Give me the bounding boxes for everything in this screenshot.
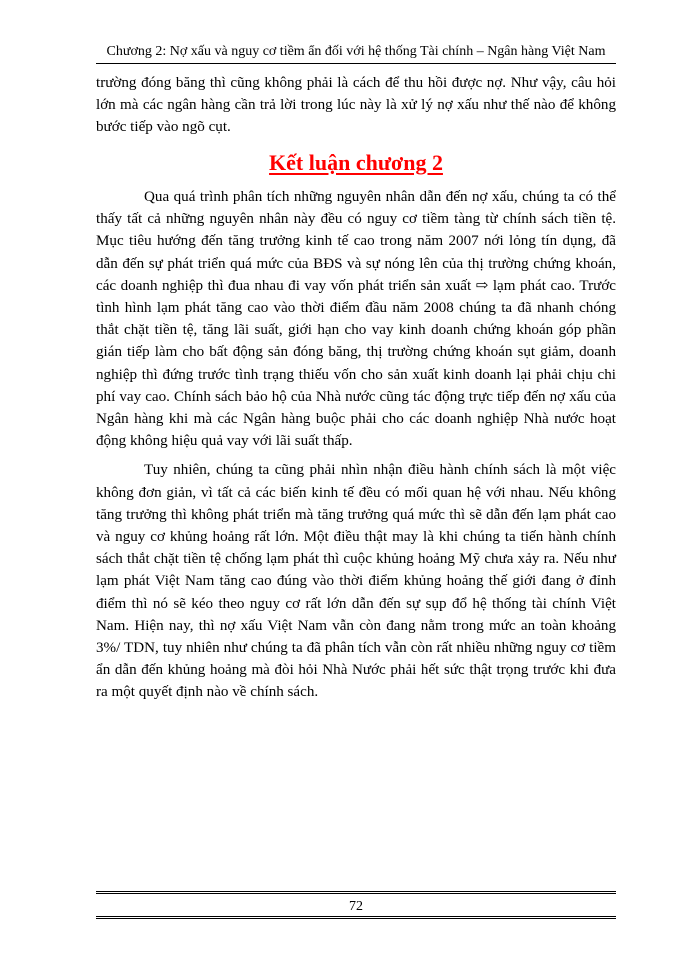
footer-rule (96, 891, 616, 894)
body-paragraph-1: Qua quá trình phân tích những nguyên nhân dẫn đến nợ xấu, chúng ta có thể thấy tất cả những nguyên nhân này đều có nguy cơ tiềm tàng từ chính sách tiền tệ. Mục tiêu hướng đến tăng trưởng kinh tế cao trong năm 2007 nới lỏng tín dụng, đã dẫn đến sự phát triển quá mức của BĐS và sự nóng lên của thị trường chứng khoán, các doanh nghiệp thì đua nhau đi vay vốn phát triển sản xuất ⇨ lạm phát cao. Trước tình hình lạm phát tăng cao vào thời điểm đầu năm 2008 chúng ta đã nhanh chóng thắt chặt tiền tệ, tăng lãi suất, giới hạn cho vay kinh doanh chứng khoán góp phần gián tiếp làm cho bất động sản đóng băng, thị trường chứng khoán sụt giảm, doanh nghiệp thì đứng trước tình trạng thiếu vốn cho sản xuất kinh doanh lại phải chịu chi phí vay cao. Chính sách bảo hộ của Nhà nước cũng tác động trực tiếp đến nợ xấu của Ngân hàng khi mà các Ngân hàng buộc phải cho các doanh nghiệp Nhà nước hoạt động không hiệu quả vay với lãi suất thấp. (96, 189, 616, 450)
page-number: 72 (349, 899, 363, 914)
intro-paragraph: trường đóng băng thì cũng không phải là cách để thu hồi được nợ. Như vậy, câu hỏi lớn mà các ngân hàng cần trả lời trong lúc này là xử lý nợ xấu như thế nào để không bước tiếp vào ngõ cụt. (96, 75, 616, 136)
body-paragraph-2: Tuy nhiên, chúng ta cũng phải nhìn nhận điều hành chính sách là một việc không đơn giản, vì tất cả các biến kinh tế đều có mối quan hệ với nhau. Nếu không tăng trưởng thì không phát triển mà tăng trưởng quá mức thì sẽ dẫn đến lạm phát cao và nguy cơ khủng hoảng rất lớn. Một điều thật may là khi chúng ta tiến hành chính sách thắt chặt tiền tệ chống lạm phát thì cuộc khủng hoảng Mỹ chưa xảy ra. Nếu như lạm phát Việt Nam tăng cao đúng vào thời điểm khủng hoảng thế giới đang ở đỉnh điểm thì nó sẽ kéo theo nguy cơ rất lớn dẫn đến sự sụp đổ hệ thống tài chính Việt Nam. Hiện nay, thì nợ xấu Việt Nam vẫn còn đang nằm trong mức an toàn khoảng 3%/ TDN, tuy nhiên như chúng ta đã phân tích vẫn còn rất nhiều những nguy cơ tiềm ẩn dẫn đến khủng hoảng mà đòi hỏi Nhà Nước phải hết sức thật trọng trước khi đưa ra một quyết định nào về chính sách. (96, 462, 616, 701)
header-rule (96, 63, 616, 64)
footer-bottom-rule (96, 916, 616, 919)
running-header: Chương 2: Nợ xấu và nguy cơ tiềm ẩn đối với hệ thống Tài chính – Ngân hàng Việt Nam (106, 44, 606, 59)
section-heading: Kết luận chương 2 (269, 150, 443, 175)
section-body (96, 186, 616, 704)
intro-text (96, 72, 616, 139)
